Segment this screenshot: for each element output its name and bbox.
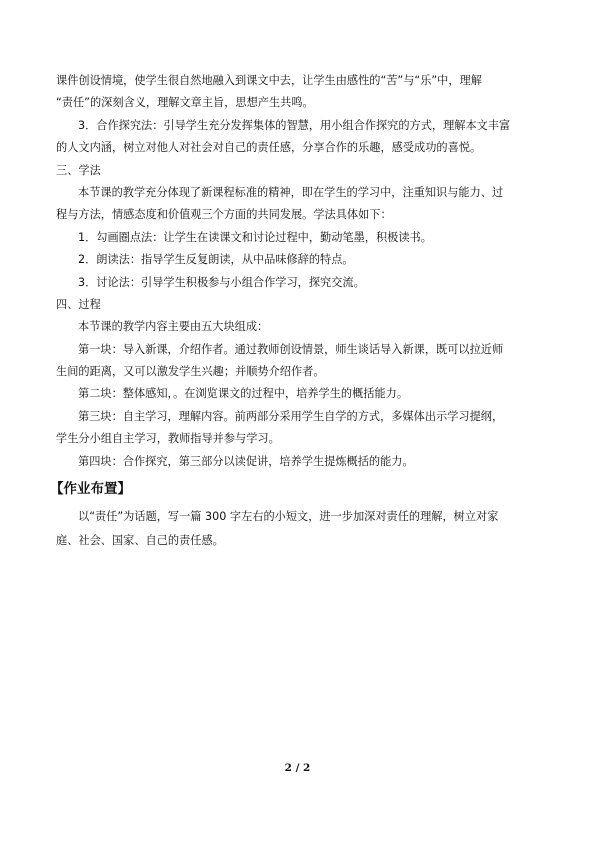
paragraph-line: 第一块：导入新课，介绍作者。通过教师创设情景，师生谈话导入新课，既可以拉近师 — [78, 342, 504, 356]
paragraph-line: 生间的距离，又可以激发学生兴趣；并顺势介绍作者。 — [56, 365, 325, 379]
paragraph-line: 本节课的教学充分体现了新课程标准的精神，即在学生的学习中，注重知识与能力、过 — [78, 185, 504, 199]
paragraph-line: 课件创设情境，使学生很自然地融入到课文中去，让学生由感性的“苦”与“乐”中，理解 — [56, 74, 482, 87]
paragraph-line: 的人文内涵，树立对他人对社会对自己的责任感，分享合作的乐趣，感受成功的喜悦。 — [56, 141, 482, 155]
homework-body — [56, 505, 541, 553]
paragraph-line: 学生分小组自主学习，教师指导并参与学习。 — [56, 432, 280, 446]
homework-line: 庭、社会、国家、自己的责任感。 — [56, 534, 224, 548]
document-body — [50, 70, 541, 553]
paragraph-line: 第二块：整体感知，。在浏览课文的过程中，培养学生的概括能力。 — [78, 387, 409, 401]
homework-heading: 【作业布置】 — [50, 481, 131, 498]
paragraph-line: 3．合作探究法：引导学生充分发挥集体的智慧，用小组合作探究的方式，理解本文丰富 — [78, 118, 511, 132]
paragraph-line: 本节课的教学内容主要由五大块组成： — [78, 320, 269, 334]
list-item: 3．讨论法：引导学生积极参与小组合作学习，探究交流。 — [78, 275, 365, 289]
paragraph-line: 程与方法，情感态度和价值观三个方面的共同发展。学法具体如下： — [56, 208, 392, 222]
list-item: 2．朗读法：指导学生反复朗读，从中品味修辞的特点。 — [78, 253, 354, 267]
section-heading-guocheng: 四、过程 — [56, 297, 101, 311]
paragraph-line: 第四块：合作探究，第三部分以读促讲，培养学生提炼概括的能力。 — [78, 454, 414, 468]
page-number: 2 / 2 — [284, 762, 311, 774]
list-item: 1．勾画圈点法：让学生在读课文和讨论过程中，勤动笔墨，积极读书。 — [78, 230, 432, 244]
homework-line: 以“责任”为话题，写一篇 300 字左右的小短文，进一步加深对责任的理解，树立对家 — [78, 510, 499, 524]
paragraph-line: 第三块：自主学习，理解内容。前两部分采用学生自学的方式，多媒体出示学习提纲， — [78, 409, 504, 423]
paragraph-line: “责任”的深刻含义，理解文章主旨，思想产生共鸣。 — [56, 96, 314, 110]
section-heading-xuefa: 三、学法 — [56, 163, 101, 177]
